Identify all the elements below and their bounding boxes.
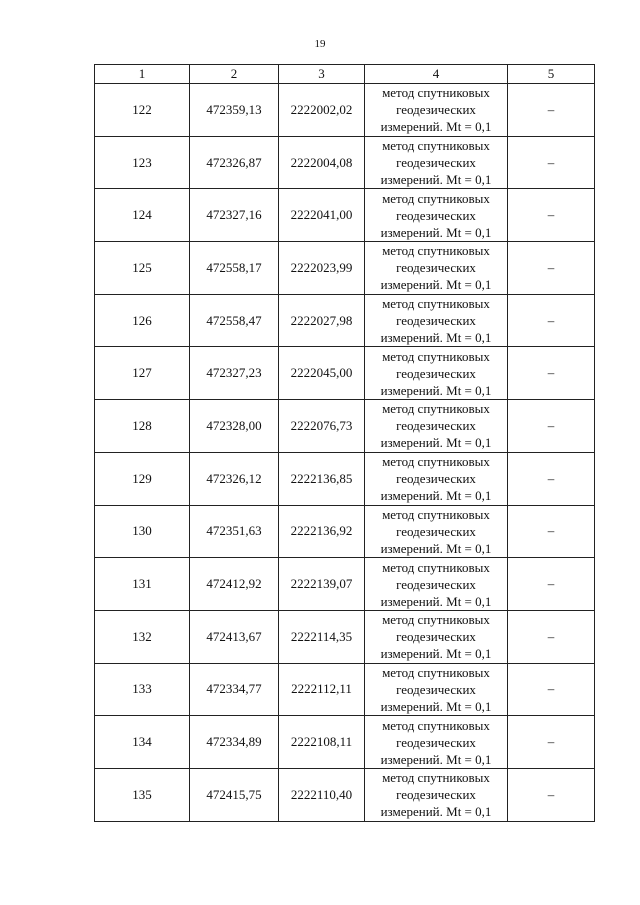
method-line: геодезических <box>396 313 476 329</box>
point-number: 125 <box>95 242 190 295</box>
column-5-value: – <box>508 400 595 453</box>
coordinate-x: 472351,63 <box>190 505 279 558</box>
column-5-value: – <box>508 768 595 821</box>
method-line: измерений. Mt = 0,1 <box>380 224 492 240</box>
method-description <box>365 347 508 400</box>
column-5-value: – <box>508 84 595 137</box>
method-line: измерений. Mt = 0,1 <box>380 593 492 609</box>
method-description <box>365 294 508 347</box>
coordinate-y: 2222108,11 <box>279 716 365 769</box>
method-line: метод спутниковых <box>382 348 490 364</box>
method-line: геодезических <box>396 681 476 697</box>
column-5-value: – <box>508 663 595 716</box>
point-number: 133 <box>95 663 190 716</box>
coordinate-y: 2222110,40 <box>279 768 365 821</box>
table-row <box>95 136 595 189</box>
method-line: измерений. Mt = 0,1 <box>380 435 492 451</box>
table-row <box>95 347 595 400</box>
coordinates-table <box>94 64 595 822</box>
column-5-value: – <box>508 242 595 295</box>
method-line: метод спутниковых <box>382 612 490 628</box>
column-header: 5 <box>508 65 595 84</box>
table-row <box>95 505 595 558</box>
point-number: 130 <box>95 505 190 558</box>
column-5-value: – <box>508 294 595 347</box>
method-description <box>365 452 508 505</box>
point-number: 124 <box>95 189 190 242</box>
method-description <box>365 189 508 242</box>
method-line: метод спутниковых <box>382 190 490 206</box>
coordinate-x: 472415,75 <box>190 768 279 821</box>
coordinate-y: 2222045,00 <box>279 347 365 400</box>
coordinate-y: 2222002,02 <box>279 84 365 137</box>
method-line: измерений. Mt = 0,1 <box>380 540 492 556</box>
point-number: 128 <box>95 400 190 453</box>
coordinate-y: 2222112,11 <box>279 663 365 716</box>
point-number: 129 <box>95 452 190 505</box>
method-line: метод спутниковых <box>382 770 490 786</box>
method-line: измерений. Mt = 0,1 <box>380 277 492 293</box>
coordinate-x: 472359,13 <box>190 84 279 137</box>
page-number: 19 <box>314 38 326 50</box>
method-line: метод спутниковых <box>382 296 490 312</box>
method-line: геодезических <box>396 102 476 118</box>
table-row <box>95 400 595 453</box>
method-line: измерений. Mt = 0,1 <box>380 172 492 188</box>
column-5-value: – <box>508 610 595 663</box>
coordinate-y: 2222027,98 <box>279 294 365 347</box>
coordinate-x: 472413,67 <box>190 610 279 663</box>
point-number: 132 <box>95 610 190 663</box>
method-line: геодезических <box>396 787 476 803</box>
table-body <box>95 84 595 822</box>
coordinate-x: 472412,92 <box>190 558 279 611</box>
table-row <box>95 294 595 347</box>
method-line: геодезических <box>396 471 476 487</box>
method-line: геодезических <box>396 576 476 592</box>
coordinate-x: 472558,17 <box>190 242 279 295</box>
method-line: метод спутниковых <box>382 243 490 259</box>
column-5-value: – <box>508 136 595 189</box>
method-description <box>365 663 508 716</box>
table-row <box>95 716 595 769</box>
table-header-row <box>95 65 595 84</box>
column-5-value: – <box>508 505 595 558</box>
method-line: измерений. Mt = 0,1 <box>380 751 492 767</box>
column-5-value: – <box>508 716 595 769</box>
method-line: измерений. Mt = 0,1 <box>380 646 492 662</box>
table-row <box>95 663 595 716</box>
method-line: метод спутниковых <box>382 506 490 522</box>
coordinate-x: 472328,00 <box>190 400 279 453</box>
coordinate-y: 2222076,73 <box>279 400 365 453</box>
point-number: 127 <box>95 347 190 400</box>
method-line: геодезических <box>396 260 476 276</box>
method-description <box>365 505 508 558</box>
point-number: 135 <box>95 768 190 821</box>
method-line: измерений. Mt = 0,1 <box>380 698 492 714</box>
coordinate-y: 2222136,92 <box>279 505 365 558</box>
table-row <box>95 84 595 137</box>
method-line: измерений. Mt = 0,1 <box>380 330 492 346</box>
method-line: геодезических <box>396 418 476 434</box>
method-line: геодезических <box>396 155 476 171</box>
method-line: геодезических <box>396 629 476 645</box>
coordinate-x: 472327,16 <box>190 189 279 242</box>
point-number: 123 <box>95 136 190 189</box>
method-line: геодезических <box>396 734 476 750</box>
coordinate-y: 2222041,00 <box>279 189 365 242</box>
method-description <box>365 136 508 189</box>
method-line: метод спутниковых <box>382 664 490 680</box>
coordinate-x: 472334,89 <box>190 716 279 769</box>
method-line: измерений. Mt = 0,1 <box>380 119 492 135</box>
method-description <box>365 242 508 295</box>
coordinate-y: 2222136,85 <box>279 452 365 505</box>
method-line: метод спутниковых <box>382 454 490 470</box>
method-description <box>365 400 508 453</box>
method-line: метод спутниковых <box>382 717 490 733</box>
method-line: метод спутниковых <box>382 401 490 417</box>
table-row <box>95 558 595 611</box>
method-description <box>365 558 508 611</box>
coordinate-x: 472558,47 <box>190 294 279 347</box>
column-header: 2 <box>190 65 279 84</box>
point-number: 134 <box>95 716 190 769</box>
coordinate-y: 2222114,35 <box>279 610 365 663</box>
method-line: метод спутниковых <box>382 559 490 575</box>
table-row <box>95 189 595 242</box>
method-description <box>365 716 508 769</box>
method-line: метод спутниковых <box>382 138 490 154</box>
coordinate-x: 472327,23 <box>190 347 279 400</box>
method-line: геодезических <box>396 523 476 539</box>
column-header: 1 <box>95 65 190 84</box>
table-row <box>95 452 595 505</box>
coordinate-x: 472326,12 <box>190 452 279 505</box>
method-line: метод спутниковых <box>382 85 490 101</box>
coordinate-y: 2222139,07 <box>279 558 365 611</box>
column-5-value: – <box>508 347 595 400</box>
method-line: измерений. Mt = 0,1 <box>380 382 492 398</box>
column-5-value: – <box>508 452 595 505</box>
method-description <box>365 84 508 137</box>
column-5-value: – <box>508 189 595 242</box>
method-line: геодезических <box>396 365 476 381</box>
table-row <box>95 242 595 295</box>
column-header: 3 <box>279 65 365 84</box>
method-description <box>365 768 508 821</box>
coordinate-y: 2222023,99 <box>279 242 365 295</box>
coordinate-y: 2222004,08 <box>279 136 365 189</box>
coordinate-x: 472326,87 <box>190 136 279 189</box>
method-line: измерений. Mt = 0,1 <box>380 488 492 504</box>
method-description <box>365 610 508 663</box>
method-line: геодезических <box>396 207 476 223</box>
point-number: 131 <box>95 558 190 611</box>
point-number: 122 <box>95 84 190 137</box>
point-number: 126 <box>95 294 190 347</box>
table-row <box>95 768 595 821</box>
column-5-value: – <box>508 558 595 611</box>
table-row <box>95 610 595 663</box>
coordinate-x: 472334,77 <box>190 663 279 716</box>
column-header: 4 <box>365 65 508 84</box>
method-line: измерений. Mt = 0,1 <box>380 804 492 820</box>
